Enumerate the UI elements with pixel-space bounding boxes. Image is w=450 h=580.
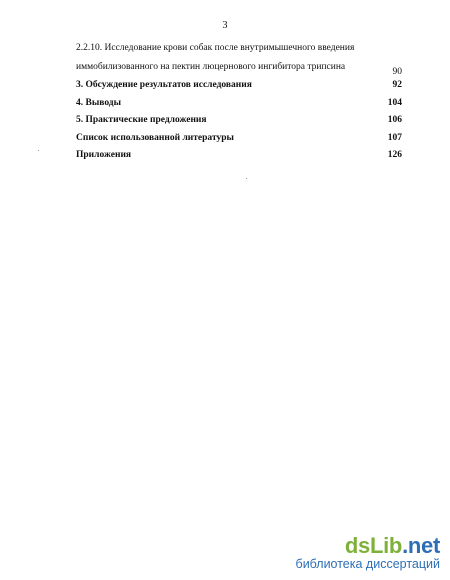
toc-entry-title: 5. Практические предложения bbox=[76, 115, 207, 125]
toc-entry-appendices bbox=[76, 147, 404, 165]
watermark-logo-main: dsLib bbox=[344, 533, 403, 558]
scan-speck bbox=[246, 178, 247, 179]
toc-entry-practical-proposals bbox=[76, 112, 404, 130]
scan-speck bbox=[38, 150, 39, 151]
page-number: 3 bbox=[222, 20, 228, 31]
watermark-subtitle: библиотека диссертаций bbox=[295, 557, 440, 571]
toc-entry-title: Приложения bbox=[76, 150, 132, 160]
toc-entry-page-number: 107 bbox=[387, 132, 402, 143]
toc-entry-title-line-2: иммобилизованного на пектин люцернового ингибитора трипсина bbox=[76, 62, 346, 72]
toc-entry-page-number: 104 bbox=[387, 97, 402, 108]
toc-entry-page-number: 126 bbox=[387, 150, 402, 160]
toc-entry-discussion bbox=[76, 77, 404, 95]
toc-entry-title-line-1: 2.2.10. Исследование крови собак после внутримышечного введения bbox=[76, 43, 355, 53]
toc-entry-title: Список использованной литературы bbox=[76, 132, 234, 143]
toc-entry-page-number: 90 bbox=[392, 66, 402, 77]
table-of-contents bbox=[76, 39, 404, 165]
toc-entry-2-2-10 bbox=[76, 39, 404, 77]
watermark-logo-tld: .net bbox=[402, 533, 440, 558]
toc-entry-page-number: 92 bbox=[392, 80, 402, 90]
toc-entry-conclusions bbox=[76, 95, 404, 113]
toc-entry-references bbox=[76, 130, 404, 148]
dslib-watermark bbox=[296, 535, 440, 572]
toc-entry-page-number: 106 bbox=[387, 115, 402, 125]
toc-entry-title: 3. Обсуждение результатов исследования bbox=[76, 80, 252, 90]
toc-entry-title: 4. Выводы bbox=[76, 97, 122, 108]
watermark-logo bbox=[296, 535, 440, 557]
